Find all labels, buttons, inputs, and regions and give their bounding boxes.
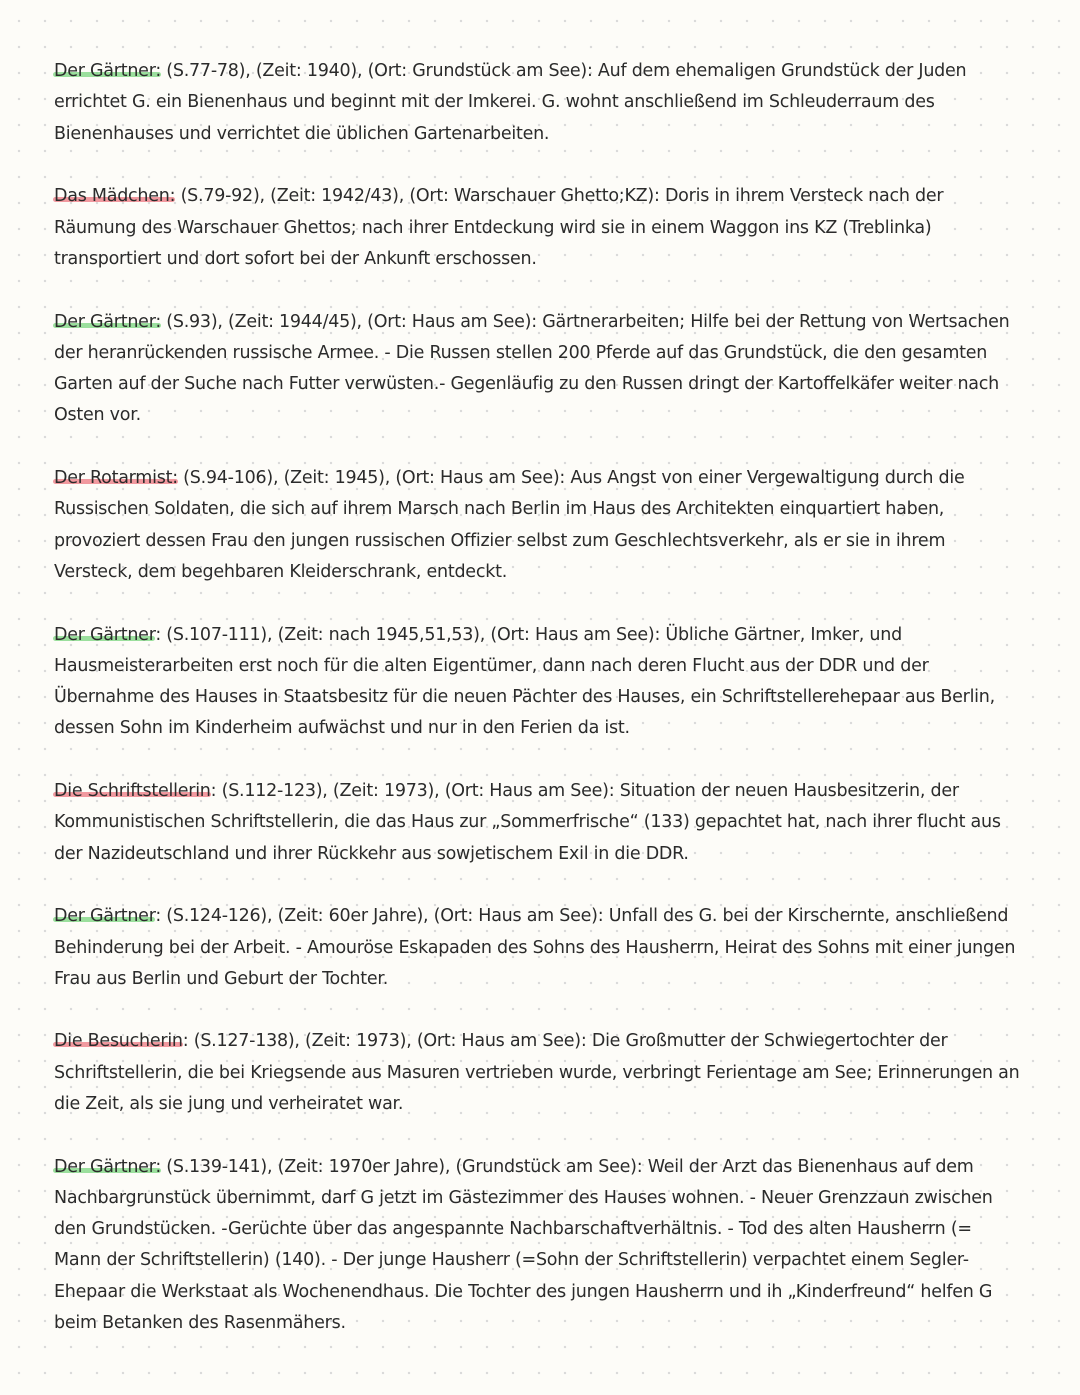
entry-title: Der Gärtner: [54,311,161,332]
entry-text: (S.94-106), (Zeit: 1945), (Ort: Haus am See): Aus Angst von einer Vergewaltigung durch die Russischen Soldaten, die sich auf ihrem Marsch nach Berlin im Haus des Architekten einquartiert haben, provoziert dessen Frau den jungen russischen Offizier selbst zum Geschlechtsverkehr, als er sie in ihrem Versteck, dem begehbaren Kleiderschrank, entdeckt. [54,468,965,582]
entry-schriftstellerin [54,776,1024,870]
entry-title: Die Besucherin [54,1031,183,1052]
entry-title: Das Mädchen: [54,186,176,207]
entry-title: Der Gärtner: [54,1156,161,1177]
entry-gaertner-2 [54,307,1024,432]
entry-title: Der Gärtner [54,906,156,927]
entry-text: (S.93), (Zeit: 1944/45), (Ort: Haus am See): Gärtnerarbeiten; Hilfe bei der Rettung von Wertsachen der heranrückenden russische Armee. - Die Russen stellen 200 Pferde auf das Grundstück, die den gesamten Garten auf der Suche nach Futter verwüsten.- Gegenläufig zu den Russen dringt der Kartoffelkäfer weiter nach Osten vor. [54,311,1010,426]
entry-text: : (S.124-126), (Zeit: 60er Jahre), (Ort: Haus am See): Unfall des G. bei der Kirschernte, anschließend Behinderung bei der Arbeit. - Amouröse Eskapaden des Sohns des Hausherrn, Heirat des Sohns mit einer jungen Frau aus Berlin und Geburt der Tochter. [54,906,1016,989]
entry-gaertner-4 [54,901,1024,995]
entry-title: Die Schriftstellerin [54,781,211,802]
entry-gaertner-3 [54,620,1024,745]
entry-text: : (S.112-123), (Zeit: 1973), (Ort: Haus am See): Situation der neuen Hausbesitzerin, der Kommunistischen Schriftstellerin, die das Haus zur „Sommerfrische“ (133) gepachtet hat, nach ihrer flucht aus der Nazideutschland und ihrer Rückkehr aus sowjetischem Exil in die DDR. [54,781,1001,864]
entry-besucherin [54,1026,1024,1120]
entry-gaertner-5 [54,1152,1024,1340]
entry-rotarmist [54,463,1024,588]
entry-text: : (S.107-111), (Zeit: nach 1945,51,53), (Ort: Haus am See): Übliche Gärtner, Imker, und Hausmeisterarbeiten erst noch für die alten Eigentümer, dann nach deren Flucht aus der DDR und der Übernahme des Hauses in Staatsbesitz für die neuen Pächter des Hauses, ein Schriftstellerehepaar aus Berlin, dessen Sohn im Kinderheim aufwächst und nur in den Ferien da ist. [54,624,995,739]
entry-title: Der Gärtner: [54,61,161,81]
entry-text: (S.77-78), (Zeit: 1940), (Ort: Grundstück am See): Auf dem ehemaligen Grundstück der Juden errichtet G. ein Bienenhaus und beginnt mit der Imkerei. G. wohnt anschließend im Schleuderraum des Bienenhauses und verrichtet die üblichen Gartenarbeiten. [54,61,967,144]
entry-maedchen [54,181,1024,275]
entry-text: : (S.127-138), (Zeit: 1973), (Ort: Haus am See): Die Großmutter der Schwiegertochter der Schriftstellerin, die bei Kriegsende aus Masuren vertrieben wurde, verbringt Ferientage am See; Erinnerungen an die Zeit, als sie jung und verheiratet war. [54,1031,1020,1114]
entry-text: (S.79-92), (Zeit: 1942/43), (Ort: Warschauer Ghetto;KZ): Doris in ihrem Versteck nach der Räumung des Warschauer Ghettos; nach ihrer Entdeckung wird sie in einem Waggon ins KZ (Treblinka) transportiert und dort sofort bei der Ankunft erschossen. [54,186,944,269]
entry-title: Der Gärtner [54,624,156,645]
notes-page [54,56,1024,1371]
entry-gaertner-1 [54,56,1024,150]
entry-text: (S.139-141), (Zeit: 1970er Jahre), (Grundstück am See): Weil der Arzt das Bienenhaus auf dem Nachbargrunstück übernimmt, darf G jetzt im Gästezimmer des Hauses wohnen. - Neuer Grenzzaun zwischen den Grundstücken. -Gerüchte über das angespannte Nachbarschaftverhältnis. - Tod des alten Hausherrn (= Mann der Schriftstellerin) (140). - Der junge Hausherr (=Sohn der Schriftstellerin) verpachtet einem Segler-Ehepaar die Werkstaat als Wochenendhaus. Die Tochter des jungen Hausherrn und ih „Kinderfreund“ helfen G beim Betanken des Rasenmähers. [54,1156,993,1334]
entry-title: Der Rotarmist: [54,468,178,489]
